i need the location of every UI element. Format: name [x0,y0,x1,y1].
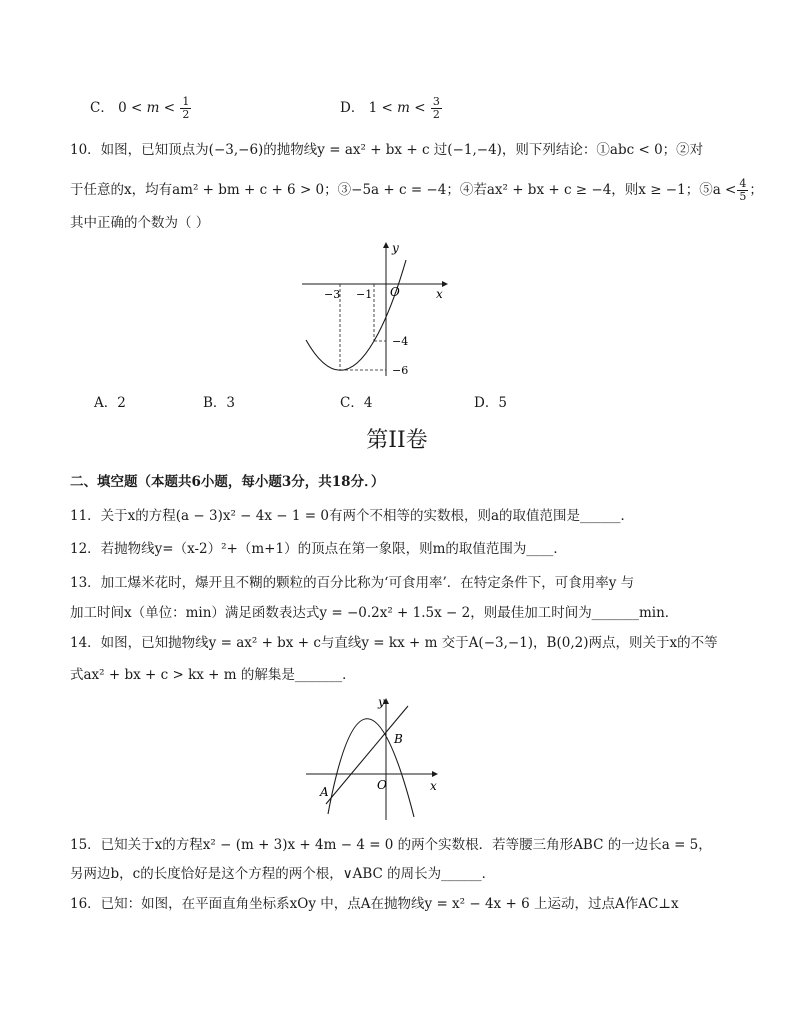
q9-option-c[interactable] [90,96,192,121]
q10-option-d[interactable]: D．5 [474,395,507,411]
q9-option-d[interactable] [340,96,443,121]
x-axis-arrow [432,771,438,777]
option-label: C． [90,100,114,116]
q14-parabola-line-graph [304,692,444,822]
q14-line-2: 式ax² + bx + c > kx + m 的解集是_______． [70,667,356,683]
part2-header: 二、填空题（本题共6小题，每小题3分，共18分．） [70,474,385,490]
q10-option-a[interactable]: A．2 [94,395,126,411]
q13-line-2: 加工时间x（单位：min）满足函数表达式y = −0.2x² + 1.5x − 2，则最佳加工时间为_______min． [70,605,679,621]
q16-line-1: 16．已知：如图，在平面直角坐标系xOy 中，点A在抛物线y = x² − 4x + 6 上运动，过点A作AC⊥x [70,896,679,912]
tick-label-neg6: −6 [392,364,409,377]
q12: 12．若抛物线y=（x-2）²+（m+1）的顶点在第一象限，则m的取值范围为____． [70,541,567,557]
q14-line-1: 14．如图，已知抛物线y = ax² + bx + c与直线y = kx + m 交于A(−3,−1)，B(0,2)两点，则关于x的不等 [70,635,718,651]
q11: 11．关于x的方程(a − 3)x² − 4x − 1 = 0有两个不相等的实数根，则a的取值范围是______． [70,508,634,524]
origin-label: O [390,285,400,299]
parabola-curve [306,260,409,370]
q10-parabola-graph [296,240,456,380]
fraction-denominator: 2 [182,108,190,121]
option-fraction [180,96,191,121]
option-expr: 0 < [118,100,143,116]
y-axis-arrow [383,242,389,248]
point-a-label: A [320,785,329,799]
option-lt: < [163,100,176,116]
q10-line-3: 其中正确的个数为（ ） [70,215,210,231]
x-axis-label: x [430,779,437,793]
y-axis-label: y [392,241,399,255]
option-fraction [431,96,442,121]
point-b-label: B [394,732,403,746]
option-var: m [397,100,410,116]
tick-label-neg4: −4 [392,335,409,348]
fraction-numerator: 1 [182,95,190,108]
origin-label: O [377,778,387,792]
tick-label-neg1: −1 [356,288,373,301]
x-axis-label: x [436,287,443,301]
fraction-numerator: 4 [739,177,747,190]
q15-line-2: 另两边b，c的长度恰好是这个方程的两个根，∨ABC 的周长为______． [70,866,496,882]
q10-line-2-end: ； [749,182,763,198]
option-label: D． [340,100,365,116]
section-title: 第II卷 [366,428,428,453]
option-var: m [146,100,160,116]
option-expr: 1 < [368,100,393,116]
q10-fraction [737,178,748,203]
y-axis-label-2: y [378,695,385,709]
fraction-denominator: 2 [432,108,440,121]
fraction-denominator: 5 [739,190,747,203]
option-lt: < [414,100,426,116]
q10-line-1: 10．如图，已知顶点为(−3,−6)的抛物线y = ax² + bx + c 过(−1,−4)，则下列结论：①abc < 0；②对 [70,142,704,158]
fraction-numerator: 3 [432,95,440,108]
q10-line-2 [70,178,763,203]
tick-label-neg3: −3 [324,288,341,301]
q10-option-b[interactable]: B．3 [203,395,236,411]
x-axis-arrow [442,281,448,287]
q10-option-c[interactable]: C．4 [340,395,373,411]
q10-line-2-text: 于任意的x，均有am² + bm + c + 6 > 0；③−5a + c = −4；④若ax² + bx + c ≥ −4，则x ≥ −1；⑤a < [70,182,737,198]
straight-line [326,706,408,804]
q15-line-1: 15．已知关于x的方程x² − (m + 3)x + 4m − 4 = 0 的两个实数根．若等腰三角形ABC 的一边长a = 5， [70,837,712,853]
q13-line-1: 13．加工爆米花时，爆开且不糊的颗粒的百分比称为‘可食用率’．在特定条件下，可食用率y 与 [70,575,635,591]
